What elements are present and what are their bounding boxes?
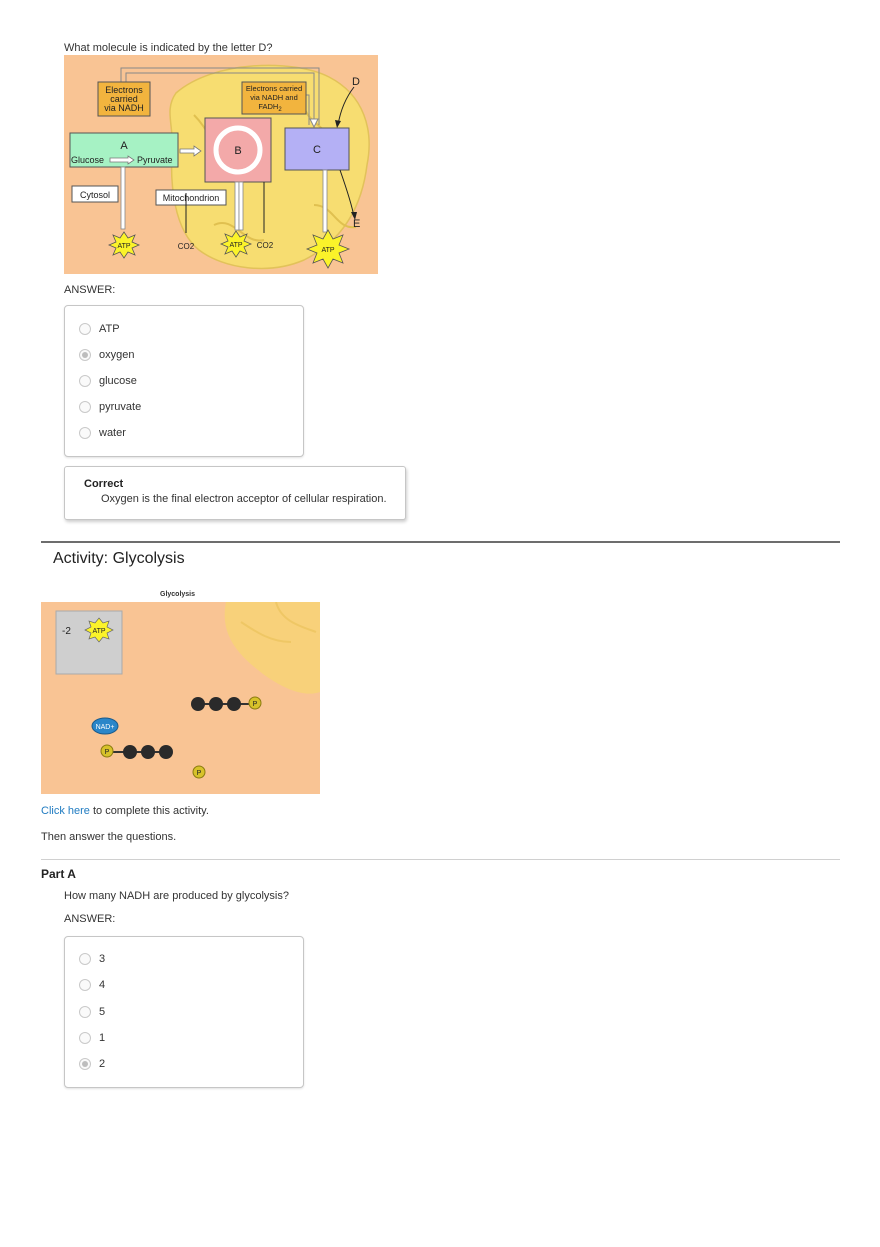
part-a-answer-label: ANSWER: (64, 913, 116, 925)
part-divider (41, 859, 840, 860)
glucose-label: Glucose (71, 155, 105, 165)
nad-label: NAD+ (95, 724, 115, 731)
atp-label-1: ATP (117, 243, 131, 250)
activity-title: Activity: Glycolysis (53, 550, 185, 567)
part-a-prompt: How many NADH are produced by glycolysis? (64, 890, 289, 902)
part-a-heading: Part A (41, 867, 76, 881)
co2-label-1: CO2 (177, 242, 195, 251)
electrons-fadh-line1: Electrons carried (245, 84, 303, 93)
link-suffix: to complete this activity. (89, 805, 209, 817)
mitochondrion-label: Mitochondrion (162, 193, 220, 203)
phosphate-label-2: P (104, 749, 110, 756)
electrons-fadh-line2: via NADH and (250, 93, 298, 102)
radio-button[interactable] (79, 323, 91, 335)
radio-button[interactable] (79, 1032, 91, 1044)
radio-button[interactable] (79, 979, 91, 991)
atp-counter-box (56, 611, 122, 674)
label-c: C (313, 144, 321, 156)
radio-button[interactable] (79, 401, 91, 413)
label-b: B (234, 145, 242, 157)
label-a: A (120, 140, 128, 152)
activity-caption: Glycolysis (160, 591, 196, 598)
electrons-fadh-line3: $FADH_2$ (258, 102, 282, 113)
feedback-box (64, 466, 406, 520)
co2-label-2: CO2 (256, 241, 274, 250)
part-a-options-box: 3 4 5 1 2 (64, 936, 304, 1088)
electrons-nadh-line2: carried (110, 94, 138, 104)
activity-link-line (41, 804, 209, 818)
atp-label-3: ATP (321, 247, 335, 254)
answer-label: ANSWER: (64, 284, 116, 296)
glycolysis-image[interactable] (41, 602, 320, 794)
pyruvate-label: Pyruvate (137, 155, 173, 165)
activity-instruction: Then answer the questions. (41, 831, 177, 843)
radio-button-selected[interactable] (79, 1058, 91, 1070)
answer-options-box: ATP oxygen glucose pyruvate water (64, 305, 304, 457)
feedback-title: Correct (84, 478, 124, 490)
radio-button[interactable] (79, 375, 91, 387)
atp-label-2: ATP (229, 242, 243, 249)
radio-button[interactable] (79, 427, 91, 439)
atp-star-label: ATP (92, 628, 106, 635)
cytosol-label: Cytosol (79, 190, 111, 200)
atp-counter: -2 (62, 626, 71, 637)
radio-button[interactable] (79, 953, 91, 965)
phosphate-label-3: P (196, 770, 202, 777)
section-divider (41, 541, 840, 543)
radio-button-selected[interactable] (79, 349, 91, 361)
electrons-nadh-line1: Electrons (105, 85, 143, 95)
label-e: E (353, 218, 361, 230)
question-prompt: What molecule is indicated by the letter D? (64, 42, 273, 54)
click-here-link[interactable]: Click here (41, 805, 90, 817)
phosphate-label-1: P (252, 701, 258, 708)
feedback-text: Oxygen is the final electron acceptor of cellular respiration. (101, 493, 387, 505)
label-d: D (352, 76, 360, 88)
respiration-diagram (64, 55, 378, 274)
radio-button[interactable] (79, 1006, 91, 1018)
electrons-nadh-line3: via NADH (104, 103, 144, 113)
